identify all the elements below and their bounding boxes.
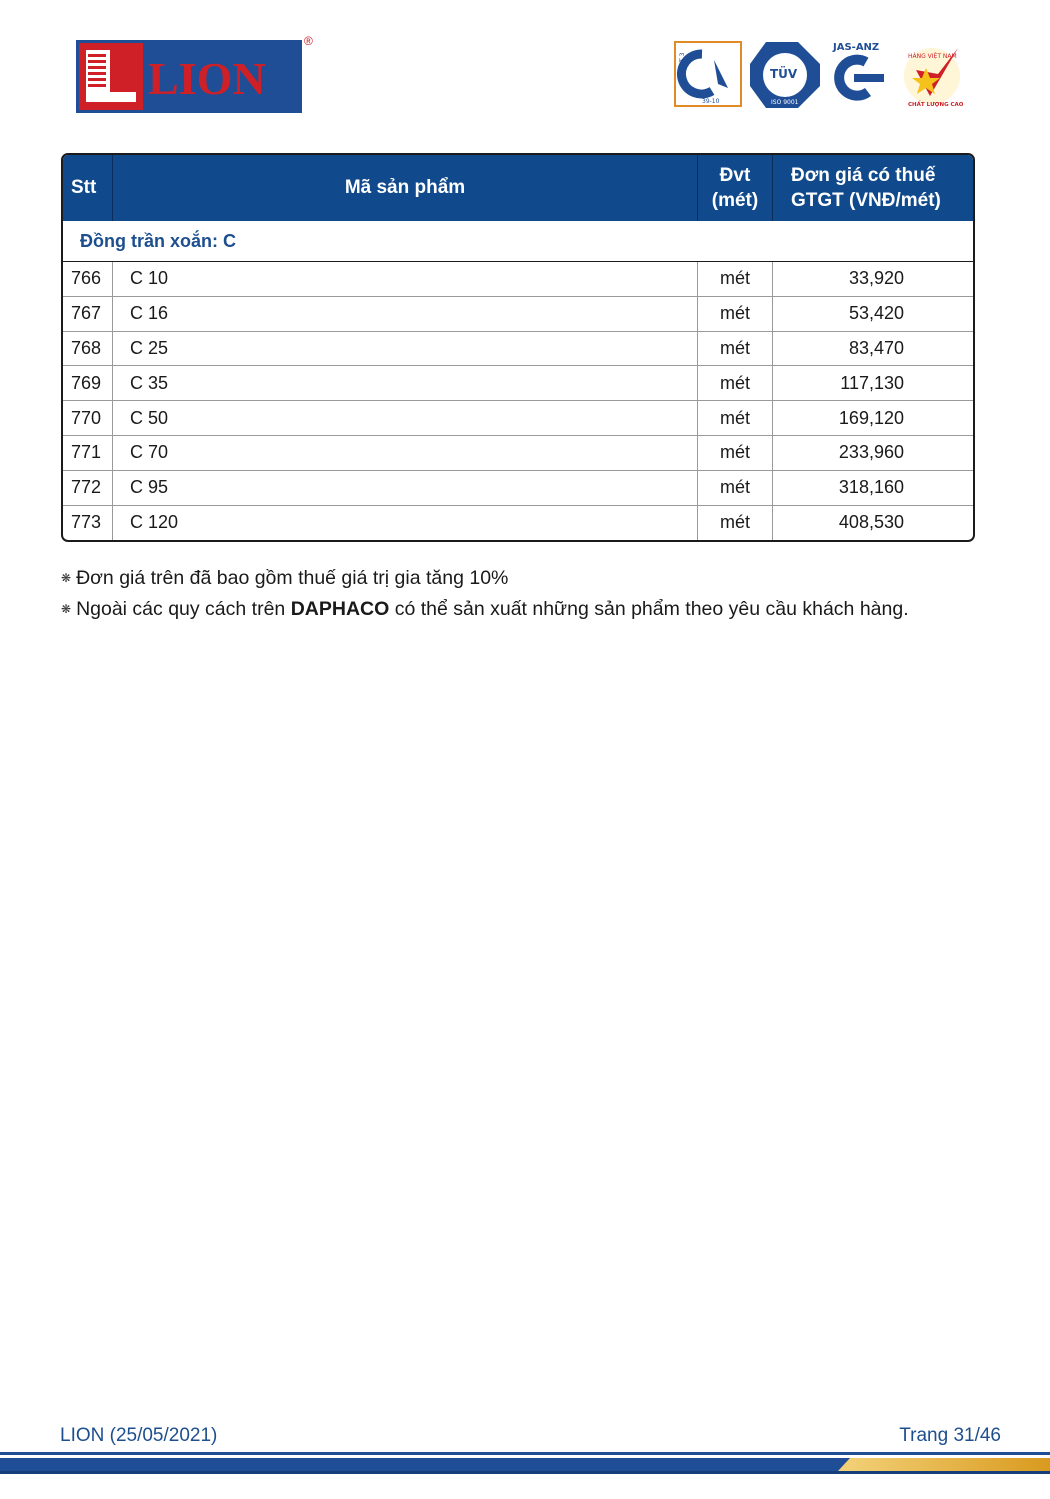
registered-mark: ® (304, 34, 313, 48)
table-row (63, 297, 973, 332)
svg-text:HÀNG VIỆT NAM: HÀNG VIỆT NAM (908, 53, 957, 60)
note-vat-text: Đơn giá trên đã bao gồm thuế giá trị gia tăng 10% (76, 567, 509, 589)
svg-text:ISO 9001: ISO 9001 (771, 99, 799, 106)
cell-price: 53,420 (848, 303, 904, 324)
cell-unit: mét (698, 401, 773, 435)
certification-badges (674, 40, 974, 110)
lion-logo (76, 34, 313, 113)
asterisk-bullet-icon: ❋ (61, 571, 72, 585)
cell-stt: 768 (63, 332, 113, 366)
table-row (63, 436, 973, 471)
footer-page-number: Trang 31/46 (899, 1425, 1001, 1446)
cell-stt: 769 (63, 366, 113, 400)
cell-stt: 773 (63, 506, 113, 541)
svg-text:TÜV: TÜV (770, 67, 798, 81)
cell-price: 318,160 (838, 477, 904, 498)
table-row (63, 401, 973, 436)
note-brand: DAPHACO (290, 598, 390, 620)
cell-unit: mét (698, 366, 773, 400)
header-stt: Stt (63, 155, 113, 221)
cell-stt: 772 (63, 471, 113, 505)
svg-text:JAS-ANZ: JAS-ANZ (833, 42, 880, 53)
table-body (63, 262, 973, 540)
cell-unit: mét (698, 471, 773, 505)
header-price-line1: Đơn giá có thuế (791, 165, 936, 186)
group-title: Đồng trần xoắn: C (63, 221, 973, 262)
svg-text:39-10: 39-10 (702, 98, 720, 105)
note-custom-suffix: có thể sản xuất những sản phẩm theo yêu cầu khách hàng. (389, 598, 909, 620)
cell-code: C 16 (113, 297, 698, 331)
cell-unit: mét (698, 262, 773, 296)
cell-price: 117,130 (840, 372, 904, 393)
svg-text:LION: LION (148, 53, 266, 104)
cell-code: C 50 (113, 401, 698, 435)
cell-stt: 766 (63, 262, 113, 296)
notes (61, 563, 909, 625)
note-vat (61, 563, 909, 594)
header-unit-line2: (mét) (711, 190, 759, 211)
header-price (773, 155, 973, 221)
svg-text:CHẤT LƯỢNG CAO: CHẤT LƯỢNG CAO (908, 102, 964, 108)
cell-unit: mét (698, 332, 773, 366)
table-row (63, 506, 973, 541)
table-row (63, 366, 973, 401)
price-table (61, 153, 975, 542)
cell-price: 33,920 (848, 268, 904, 289)
table-row (63, 262, 973, 297)
cell-code: C 25 (113, 332, 698, 366)
cell-code: C 10 (113, 262, 698, 296)
cell-price: 169,120 (838, 407, 904, 428)
table-row (63, 332, 973, 367)
note-custom-text (76, 594, 909, 625)
svg-text:QUATEST 3: QUATEST 3 (679, 52, 686, 86)
asterisk-bullet-icon: ❋ (61, 602, 72, 616)
table-header (63, 155, 973, 221)
header-unit (698, 155, 773, 221)
header-unit-line1: Đvt (719, 165, 751, 186)
cell-stt: 771 (63, 436, 113, 470)
note-custom-prefix: Ngoài các quy cách trên (76, 598, 291, 620)
footer-stripe (0, 1452, 1050, 1474)
header-price-line2: GTGT (VNĐ/mét) (791, 190, 941, 211)
lion-logo-icon (76, 40, 302, 113)
cell-code: C 120 (113, 506, 698, 541)
cell-unit: mét (698, 506, 773, 541)
cell-code: C 70 (113, 436, 698, 470)
footer-stripe-graphic (0, 1452, 1050, 1474)
table-row (63, 471, 973, 506)
note-custom (61, 594, 909, 625)
cell-price: 233,960 (838, 442, 904, 463)
cell-unit: mét (698, 436, 773, 470)
cell-code: C 35 (113, 366, 698, 400)
cell-price: 408,530 (838, 512, 904, 533)
cell-price: 83,470 (848, 337, 904, 358)
cell-unit: mét (698, 297, 773, 331)
cell-stt: 767 (63, 297, 113, 331)
header-product-code: Mã sản phẩm (113, 155, 698, 221)
cell-stt: 770 (63, 401, 113, 435)
footer-date: LION (25/05/2021) (60, 1425, 218, 1446)
certification-icons (674, 40, 974, 110)
cell-code: C 95 (113, 471, 698, 505)
